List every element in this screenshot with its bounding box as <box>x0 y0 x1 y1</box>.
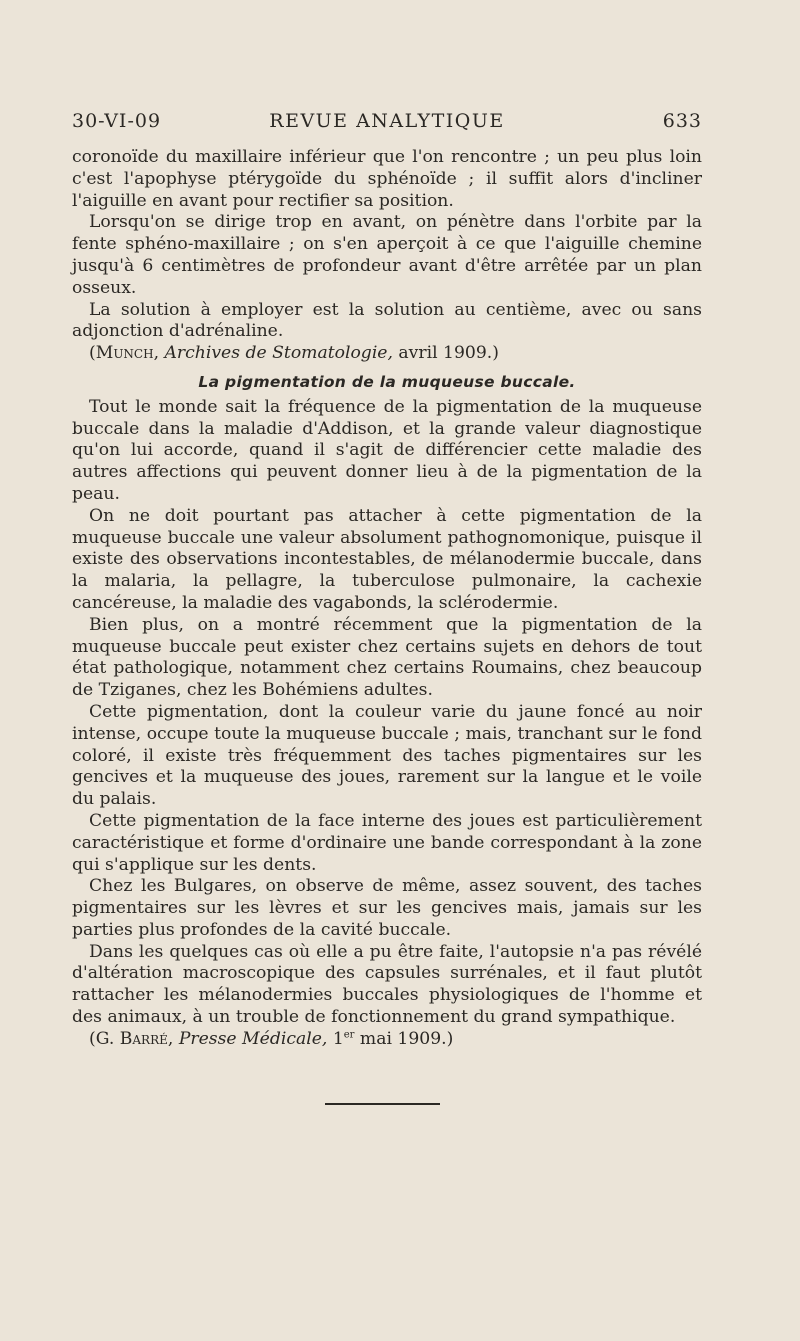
citation-munch: (Munch, Archives de Stomatologie, avril 1909.) <box>89 343 499 364</box>
header-running-title: REVUE ANALYTIQUE <box>269 110 505 132</box>
paragraph: Lorsqu'on se dirige trop en avant, on pénètre dans l'orbite par la fente sphéno-maxillaire ; on s'en aperçoit à ce que l'aiguille chemine jusqu'à 6 centimètres de profondeur avant d'être arrêtée par un plan osseux. <box>72 212 702 298</box>
paragraph: On ne doit pourtant pas attacher à cette pigmentation de la muqueuse buccale une valeur absolument pathognomonique, puisque il existe des observations incontestables, de mélanodermie buccale, dans la malaria, la pellagre, la tuberculose pulmonaire, la cachexie cancéreuse, la maladie des vagabonds, la sclérodermie. <box>72 505 702 613</box>
citation-journal: Presse Médicale, <box>178 1028 328 1049</box>
paragraph: Chez les Bulgares, on observe de même, assez souvent, des taches pigmentaires sur les lèvres et sur les gencives mais, jamais sur les parties plus profondes de la cavité buccale. <box>72 876 702 940</box>
end-rule <box>325 1103 440 1105</box>
running-header <box>72 110 702 140</box>
paragraph: La solution à employer est la solution au centième, avec ou sans adjonction d'adrénaline. <box>72 299 702 342</box>
page-number: 633 <box>662 110 702 132</box>
citation-date: mai 1909.) <box>359 1028 454 1049</box>
paragraph: Tout le monde sait la fréquence de la pigmentation de la muqueuse buccale dans la maladie d'Addison, et la grande valeur diagnostique qu'on lui accorde, quand il s'agit de différencier cette maladie des autres affections qui peuvent donner lieu à de la pigmentation de la peau. <box>72 396 702 504</box>
citation-author: Munch, <box>95 343 160 364</box>
citation-date: avril 1909.) <box>398 343 499 364</box>
paragraph-continued: coronoïde du maxillaire inférieur que l'on rencontre ; un peu plus loin c'est l'apophyse ptérygoïde du sphénoïde ; il suffit alors d'incliner l'aiguille en avant pour rectifier sa position. <box>72 147 702 211</box>
header-date: 30-VI-09 <box>72 110 162 132</box>
paragraph: Dans les quelques cas où elle a pu être faite, l'autopsie n'a pas révélé d'altération macroscopique des capsules surrénales, et il faut plutôt rattacher les mélanodermies buccales physiologiques de l'homme et des animaux, à un trouble de fonctionnement du grand sympathique. <box>72 941 702 1028</box>
section-title: La pigmentation de la muqueuse buccale. <box>198 372 576 391</box>
citation-author: Barré, <box>119 1028 174 1049</box>
paragraph: Cette pigmentation de la face interne des joues est particulièrement caractéristique et forme d'ordinaire une bande correspondant à la zone qui s'applique sur les dents. <box>72 810 702 875</box>
citation-journal: Archives de Stomatologie, <box>164 343 393 364</box>
citation-barre: (G. Barré, Presse Médicale, 1er mai 1909.) <box>89 1028 454 1049</box>
paragraph: Bien plus, on a montré récemment que la pigmentation de la muqueuse buccale peut exister chez certains sujets en dehors de tout état pathologique, notamment chez certains Roumains, chez beaucoup de Tziganes, chez les Bohémiens adultes. <box>72 614 702 701</box>
page-body <box>72 147 702 1051</box>
paragraph: Cette pigmentation, dont la couleur varie du jaune foncé au noir intense, occupe toute la muqueuse buccale ; mais, tranchant sur le fond coloré, il existe très fréquemment des taches pigmentaires sur les gencives et la muqueuse des joues, rarement sur la langue et le voile du palais. <box>72 701 702 810</box>
